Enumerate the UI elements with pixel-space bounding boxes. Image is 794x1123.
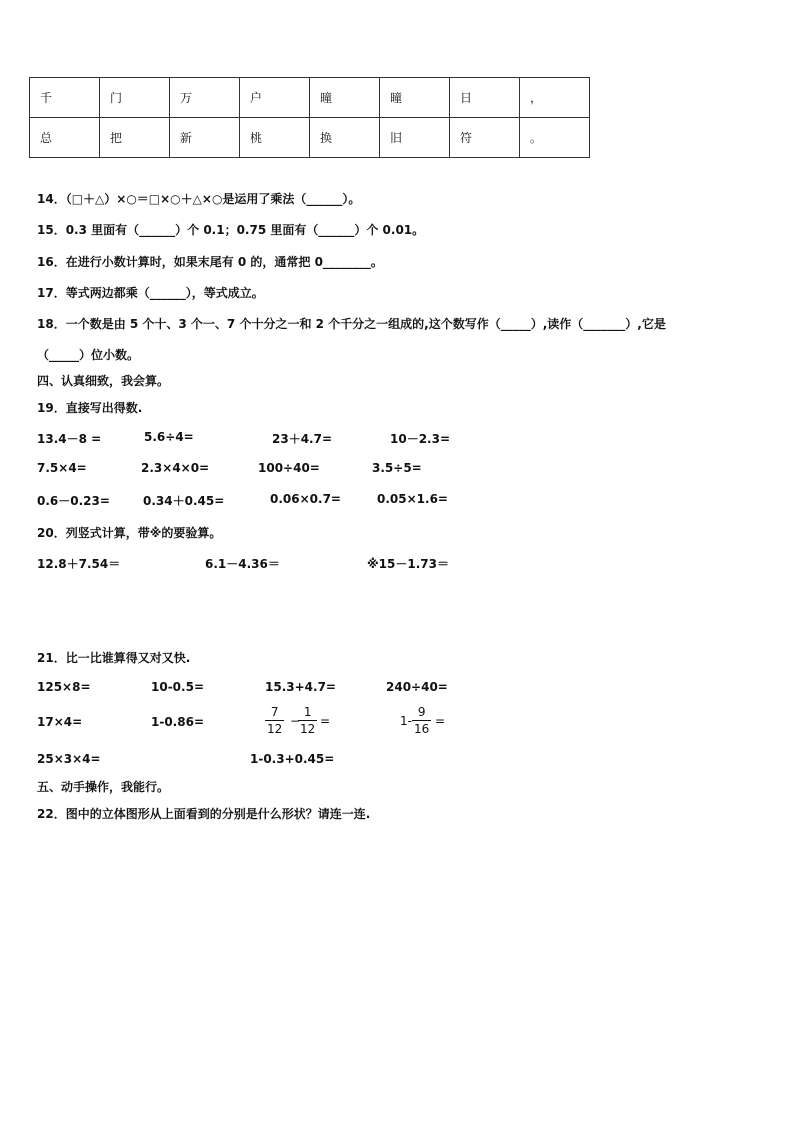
poem-character-cell: 门: [100, 78, 170, 118]
section-4-heading: 四、认真细致，我会算。: [37, 374, 170, 388]
poem-character-cell: 总: [30, 118, 100, 158]
q19-r2-c2: 2.3×4×0=: [141, 461, 210, 475]
poem-character-cell: 户: [240, 78, 310, 118]
fraction-numerator: 9: [412, 704, 431, 721]
fraction-denominator: 12: [267, 722, 283, 736]
one-minus-prefix: 1-: [400, 714, 412, 728]
poem-character-cell: 万: [170, 78, 240, 118]
poem-table-row: [30, 78, 590, 118]
q19-r2-c4: 3.5÷5=: [372, 461, 422, 475]
poem-character-cell: 新: [170, 118, 240, 158]
poem-character-cell: 桃: [240, 118, 310, 158]
q19-r1-c3: 23＋4.7=: [272, 432, 333, 446]
poem-character-cell: 换: [310, 118, 380, 158]
question-14: 14．（□＋△）×○＝□×○＋△×○是运用了乘法（______）。: [37, 192, 361, 206]
question-19-title: 19．直接写出得数.: [37, 401, 143, 415]
section-5-heading: 五、动手操作，我能行。: [37, 780, 170, 794]
q19-r3-c4: 0.05×1.6=: [377, 492, 448, 506]
q21-r1-c2: 10-0.5=: [151, 680, 204, 694]
q19-r1-c1: 13.4－8 =: [37, 432, 102, 446]
poem-character-table: [29, 77, 590, 158]
q21-r3-c2: 1-0.3+0.45=: [250, 752, 335, 766]
question-21-title: 21．比一比谁算得又对又快.: [37, 651, 191, 665]
poem-character-cell: 旧: [380, 118, 450, 158]
poem-character-cell: ，: [520, 78, 590, 118]
equals-sign: =: [435, 714, 446, 728]
question-15: 15．0.3 里面有（______）个 0.1；0.75 里面有（______）个 0.01。: [37, 223, 425, 237]
q21-fraction-7-12: [265, 704, 284, 737]
q21-r2-c1: 17×4=: [37, 715, 83, 729]
poem-character-cell: 日: [450, 78, 520, 118]
q19-r2-c1: 7.5×4=: [37, 461, 87, 475]
q21-r1-c3: 15.3+4.7=: [265, 680, 336, 694]
q21-r2-c2: 1-0.86=: [151, 715, 204, 729]
fraction-denominator: 12: [300, 722, 316, 736]
poem-character-cell: 符: [450, 118, 520, 158]
poem-character-cell: 千: [30, 78, 100, 118]
q21-r1-c1: 125×8=: [37, 680, 91, 694]
poem-character-cell: 曈: [380, 78, 450, 118]
question-17: 17．等式两边都乘（______），等式成立。: [37, 286, 264, 300]
equals-sign: =: [320, 714, 331, 728]
question-16: 16．在进行小数计算时，如果末尾有 0 的，通常把 0________。: [37, 255, 383, 269]
poem-character-cell: 。: [520, 118, 590, 158]
poem-table-body: [30, 78, 590, 158]
q20-item-3: ※15－1.73＝: [367, 557, 449, 571]
fraction-denominator: 16: [414, 722, 430, 736]
q19-r3-c3: 0.06×0.7=: [270, 492, 341, 506]
fraction-numerator: 7: [265, 704, 284, 721]
question-22: 22．图中的立体图形从上面看到的分别是什么形状？请连一连.: [37, 807, 371, 821]
q19-r3-c2: 0.34＋0.45=: [143, 494, 225, 508]
poem-character-cell: 曈: [310, 78, 380, 118]
question-18-line-1: 18．一个数是由 5 个十、3 个一、7 个十分之一和 2 个千分之一组成的,这个数写作（_____）,读作（_______）,它是: [37, 317, 666, 331]
q19-r3-c1: 0.6－0.23=: [37, 494, 110, 508]
minus-sign: −: [290, 714, 301, 728]
q20-item-1: 12.8＋7.54＝: [37, 557, 121, 571]
q19-r2-c3: 100÷40=: [258, 461, 320, 475]
q19-r1-c2: 5.6÷4=: [144, 430, 194, 444]
q21-fraction-9-16: [412, 704, 431, 737]
q21-r3-c1: 25×3×4=: [37, 752, 101, 766]
fraction-numerator: 1: [298, 704, 317, 721]
q20-item-2: 6.1－4.36＝: [205, 557, 280, 571]
poem-table-row: [30, 118, 590, 158]
q19-r1-c4: 10－2.3=: [390, 432, 451, 446]
q21-fraction-1-12: [298, 704, 317, 737]
poem-character-cell: 把: [100, 118, 170, 158]
q21-r1-c4: 240÷40=: [386, 680, 448, 694]
question-18-line-2: （_____）位小数。: [37, 348, 140, 362]
question-20-title: 20．列竖式计算，带※的要验算。: [37, 526, 222, 540]
